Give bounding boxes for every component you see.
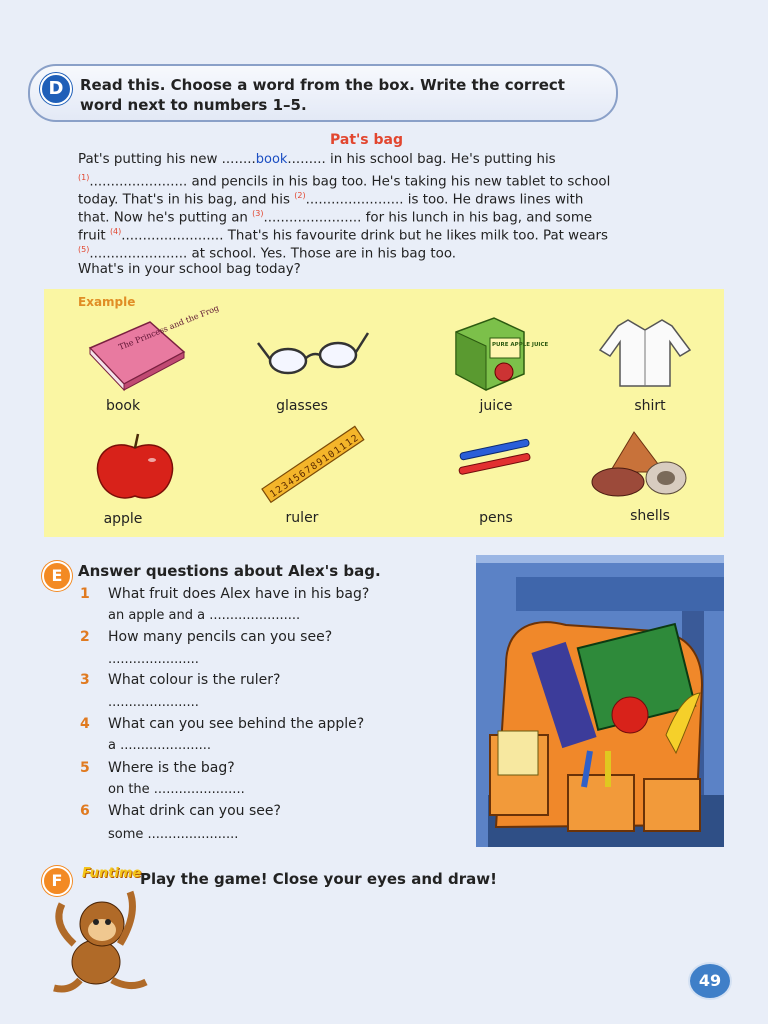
glasses-illustration (256, 325, 372, 381)
answer-line[interactable]: a ...................... (108, 738, 212, 753)
monkey-icon (40, 884, 152, 996)
question-number: 4 (80, 716, 90, 732)
question-text: How many pencils can you see? (108, 629, 333, 645)
story-line-2: today. That's in his bag, and his $^{(2)}$....................... is too. He draws lines with (78, 191, 584, 208)
story-line-0: Pat's putting his new ........book......... in his school bag. He's putting his (78, 152, 556, 167)
word-juice: juice (479, 398, 513, 414)
pens-illustration (450, 436, 542, 486)
shirt-illustration (598, 316, 692, 390)
section-f-badge: F (42, 866, 72, 896)
section-f-text: Play the game! Close your eyes and draw! (140, 870, 497, 888)
section-e-badge: E (42, 561, 72, 591)
question-text: What fruit does Alex have in his bag? (108, 586, 370, 602)
word-book: book (105, 398, 141, 414)
word-glasses: glasses (276, 398, 328, 414)
question-number: 1 (80, 586, 90, 602)
question-text: What can you see behind the apple? (108, 716, 365, 732)
word-apple: apple (103, 511, 143, 527)
apple-illustration (92, 432, 178, 504)
question-text: What drink can you see? (108, 803, 281, 819)
answer-line[interactable]: an apple and a ...................... (108, 608, 301, 623)
answer-blank-2[interactable]: ....................... (305, 192, 404, 208)
handwritten-answer: book (255, 152, 288, 167)
shells-illustration (588, 428, 692, 502)
ruler-illustration (262, 428, 366, 504)
answer-blank-3[interactable]: ....................... (263, 210, 362, 226)
section-d-badge: D (40, 73, 72, 105)
answer-line[interactable]: some ...................... (108, 827, 239, 842)
story-line-6: What's in your school bag today? (78, 262, 301, 277)
question-text: What colour is the ruler? (108, 672, 281, 688)
question-number: 3 (80, 672, 90, 688)
section-e-title: Answer questions about Alex's bag. (78, 562, 381, 580)
story-line-5: $^{(5)}$....................... at school. Yes. Those are in his bag too. (78, 245, 457, 262)
answer-line[interactable]: ...................... (108, 695, 199, 710)
question-number: 2 (80, 629, 90, 645)
answer-blank-4[interactable]: ....................... (121, 228, 220, 244)
juice-label: PURE APPLE JUICE (492, 342, 549, 348)
answer-blank-5[interactable]: ....................... (89, 246, 188, 262)
word-pens: pens (479, 510, 513, 526)
ruler-numbers: 123456789101112 (268, 432, 361, 501)
story-title: Pat's bag (330, 132, 404, 148)
question-text: Where is the bag? (108, 760, 235, 776)
answer-line[interactable]: on the ...................... (108, 782, 245, 797)
question-number: 6 (80, 803, 90, 819)
alex-bag-illustration (476, 555, 724, 847)
story-line-1: $^{(1)}$....................... and pencils in his bag too. He's taking his new tablet to school (78, 173, 611, 190)
word-shells: shells (630, 508, 670, 524)
answer-blank-1[interactable]: ....................... (89, 174, 188, 190)
juice-illustration (450, 316, 549, 392)
word-ruler: ruler (285, 510, 319, 526)
question-number: 5 (80, 760, 90, 776)
answer-line[interactable]: ...................... (108, 652, 199, 667)
word-shirt: shirt (634, 398, 666, 414)
example-label: Example (78, 295, 136, 309)
book-illustration (80, 303, 221, 390)
story-line-4: fruit $^{(4)}$........................ That's his favourite drink but he likes milk too. Pat wears (78, 227, 609, 244)
funtime-label: Funtime (82, 866, 142, 881)
story-line-3: that. Now he's putting an $^{(3)}$....................... for his lunch in his bag, and some (78, 209, 593, 226)
book-cover-text: The Princess and the Frog (117, 303, 221, 352)
section-d-instruction: Read this. Choose a word from the box. Write the correct word next to numbers 1–5. (80, 76, 565, 114)
page-number: 49 (688, 962, 732, 1000)
